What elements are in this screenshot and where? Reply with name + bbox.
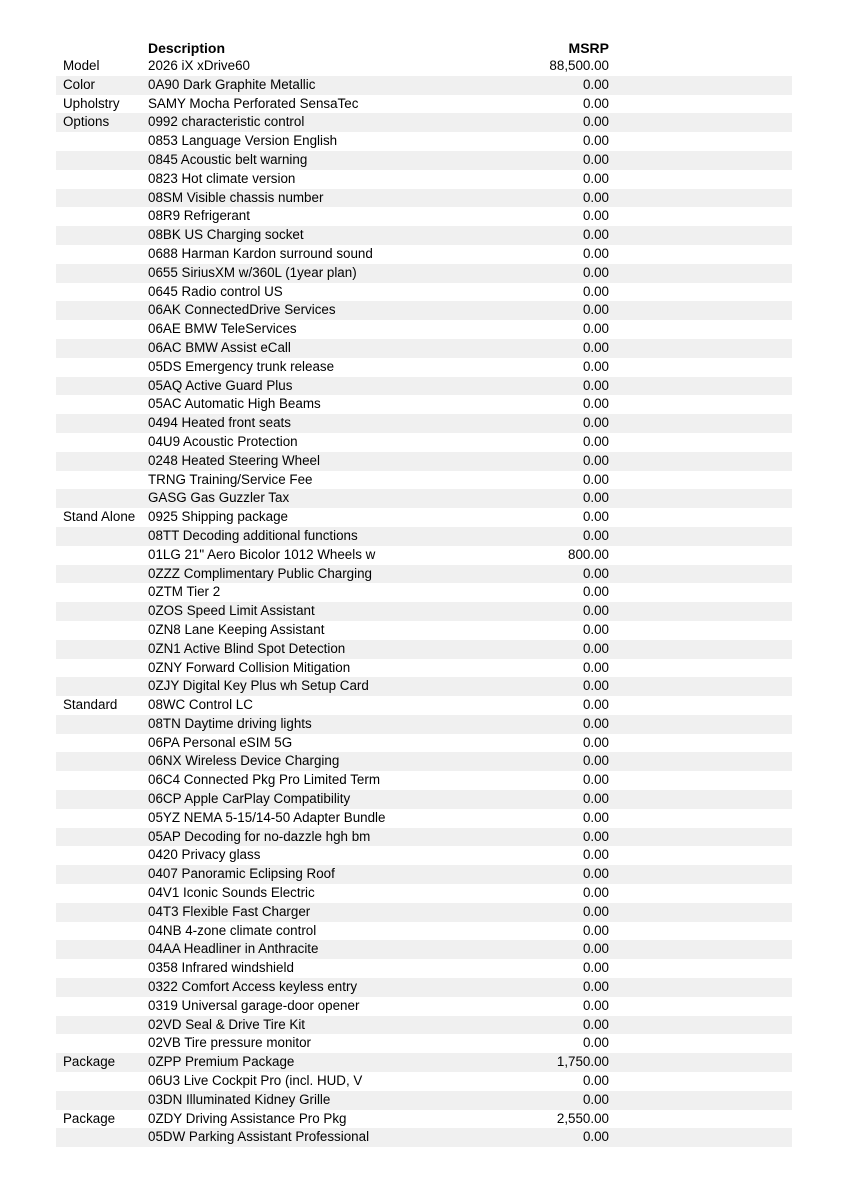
category-cell: Stand Alone <box>63 509 136 525</box>
description-cell: 04AA Headliner in Anthracite <box>148 941 319 957</box>
msrp-cell: 0.00 <box>582 114 609 130</box>
msrp-cell: 0.00 <box>582 396 609 412</box>
msrp-header: MSRP <box>568 40 609 56</box>
msrp-cell: 0.00 <box>582 321 609 337</box>
table-row <box>56 452 792 471</box>
msrp-cell: 0.00 <box>582 358 609 374</box>
description-cell: 02VD Seal & Drive Tire Kit <box>148 1016 306 1032</box>
description-cell: 0322 Comfort Access keyless entry <box>148 979 358 995</box>
description-cell: 05AC Automatic High Beams <box>148 396 321 412</box>
msrp-cell: 0.00 <box>582 697 609 713</box>
description-cell: 08SM Visible chassis number <box>148 189 324 205</box>
msrp-cell: 0.00 <box>582 734 609 750</box>
description-cell: 06CP Apple CarPlay Compatibility <box>148 791 351 807</box>
msrp-cell: 0.00 <box>582 941 609 957</box>
description-cell: 0845 Acoustic belt warning <box>148 151 308 167</box>
description-cell: 0ZNY Forward Collision Mitigation <box>148 659 351 675</box>
table-row <box>56 997 792 1016</box>
msrp-cell: 0.00 <box>582 903 609 919</box>
table-row <box>56 846 792 865</box>
table-row <box>56 471 792 490</box>
description-cell: 05AQ Active Guard Plus <box>148 377 293 393</box>
msrp-cell: 0.00 <box>582 866 609 882</box>
header-row <box>56 38 792 57</box>
description-cell: 05DS Emergency trunk release <box>148 358 335 374</box>
msrp-cell: 0.00 <box>582 527 609 543</box>
category-cell: Package <box>63 1110 116 1126</box>
description-cell: 06PA Personal eSIM 5G <box>148 734 293 750</box>
category-cell: Model <box>63 58 100 73</box>
msrp-cell: 0.00 <box>582 227 609 243</box>
msrp-cell: 0.00 <box>582 1129 609 1145</box>
table-row <box>56 752 792 771</box>
category-cell: Upholstry <box>63 95 120 111</box>
description-cell: 06NX Wireless Device Charging <box>148 753 340 769</box>
description-cell: 06C4 Connected Pkg Pro Limited Term <box>148 772 380 788</box>
table-row <box>56 95 792 114</box>
description-cell: 0925 Shipping package <box>148 509 288 525</box>
msrp-cell: 0.00 <box>582 603 609 619</box>
msrp-cell: 0.00 <box>582 302 609 318</box>
description-cell: 0688 Harman Kardon surround sound <box>148 245 373 261</box>
msrp-cell: 88,500.00 <box>549 58 609 73</box>
table-row <box>56 113 792 132</box>
msrp-cell: 0.00 <box>582 791 609 807</box>
description-cell: 0ZN1 Active Blind Spot Detection <box>148 640 346 656</box>
msrp-cell: 0.00 <box>582 640 609 656</box>
msrp-cell: 0.00 <box>582 847 609 863</box>
msrp-cell: 0.00 <box>582 659 609 675</box>
msrp-cell: 0.00 <box>582 753 609 769</box>
table-row <box>56 790 792 809</box>
table-row <box>56 527 792 546</box>
table-row <box>56 151 792 170</box>
description-cell: 0319 Universal garage-door opener <box>148 997 360 1013</box>
table-row <box>56 865 792 884</box>
msrp-cell: 0.00 <box>582 809 609 825</box>
msrp-cell: 0.00 <box>582 76 609 92</box>
category-cell: Package <box>63 1054 116 1070</box>
msrp-cell: 0.00 <box>582 264 609 280</box>
table-row <box>56 339 792 358</box>
msrp-cell: 0.00 <box>582 490 609 506</box>
msrp-cell: 1,750.00 <box>556 1054 609 1070</box>
description-header: Description <box>148 40 226 56</box>
table-row <box>56 959 792 978</box>
table-row <box>56 621 792 640</box>
description-cell: 0ZOS Speed Limit Assistant <box>148 603 315 619</box>
description-cell: 0ZN8 Lane Keeping Assistant <box>148 621 325 637</box>
description-cell: 08BK US Charging socket <box>148 227 304 243</box>
description-cell: 06AC BMW Assist eCall <box>148 339 291 355</box>
table-row <box>56 734 792 753</box>
description-cell: 04NB 4-zone climate control <box>148 922 317 938</box>
description-cell: 2026 iX xDrive60 <box>148 58 250 73</box>
msrp-cell: 0.00 <box>582 170 609 186</box>
msrp-cell: 2,550.00 <box>556 1110 609 1126</box>
msrp-cell: 0.00 <box>582 452 609 468</box>
description-cell: 05YZ NEMA 5-15/14-50 Adapter Bundle <box>148 809 386 825</box>
table-row <box>56 884 792 903</box>
msrp-cell: 0.00 <box>582 922 609 938</box>
table-row <box>56 565 792 584</box>
table-row <box>56 828 792 847</box>
category-cell: Color <box>63 76 95 92</box>
msrp-cell: 0.00 <box>582 979 609 995</box>
msrp-cell: 0.00 <box>582 133 609 149</box>
description-cell: 01LG 21" Aero Bicolor 1012 Wheels w <box>148 546 376 562</box>
msrp-cell: 0.00 <box>582 245 609 261</box>
table-row <box>56 659 792 678</box>
description-cell: TRNG Training/Service Fee <box>148 471 313 487</box>
msrp-cell: 0.00 <box>582 621 609 637</box>
description-cell: 0ZTM Tier 2 <box>148 584 221 600</box>
msrp-cell: 0.00 <box>582 772 609 788</box>
table-row <box>56 395 792 414</box>
description-cell: 04T3 Flexible Fast Charger <box>148 903 311 919</box>
msrp-cell: 0.00 <box>582 208 609 224</box>
description-cell: 04V1 Iconic Sounds Electric <box>148 885 315 901</box>
description-cell: 08TN Daytime driving lights <box>148 715 312 731</box>
table-row <box>56 301 792 320</box>
description-cell: 05DW Parking Assistant Professional <box>148 1129 370 1145</box>
description-cell: 06AK ConnectedDrive Services <box>148 302 336 318</box>
table-row <box>56 226 792 245</box>
table-row <box>56 377 792 396</box>
description-cell: 03DN Illuminated Kidney Grille <box>148 1091 331 1107</box>
msrp-cell: 0.00 <box>582 1091 609 1107</box>
description-cell: 0ZDY Driving Assistance Pro Pkg <box>148 1110 347 1126</box>
table-row <box>56 264 792 283</box>
description-cell: 0407 Panoramic Eclipsing Roof <box>148 866 335 882</box>
description-cell: 0ZZZ Complimentary Public Charging <box>148 565 372 581</box>
table-row <box>56 1072 792 1091</box>
description-cell: 05AP Decoding for no-dazzle hgh bm <box>148 828 371 844</box>
table-row <box>56 283 792 302</box>
description-cell: 0358 Infrared windshield <box>148 960 294 976</box>
description-cell: 0494 Heated front seats <box>148 415 291 431</box>
table-row <box>56 414 792 433</box>
msrp-cell: 0.00 <box>582 565 609 581</box>
msrp-cell: 0.00 <box>582 415 609 431</box>
table-row <box>56 978 792 997</box>
msrp-cell: 0.00 <box>582 377 609 393</box>
table-row <box>56 1034 792 1053</box>
table-row <box>56 583 792 602</box>
description-cell: 0823 Hot climate version <box>148 170 296 186</box>
table-row <box>56 358 792 377</box>
msrp-cell: 0.00 <box>582 1035 609 1051</box>
table-row <box>56 1091 792 1110</box>
category-cell: Standard <box>63 697 118 713</box>
table-row <box>56 57 792 76</box>
msrp-cell: 0.00 <box>582 471 609 487</box>
msrp-cell: 0.00 <box>582 509 609 525</box>
table-row <box>56 677 792 696</box>
msrp-cell: 0.00 <box>582 283 609 299</box>
table-row <box>56 320 792 339</box>
table-row <box>56 771 792 790</box>
table-row <box>56 602 792 621</box>
table-row <box>56 189 792 208</box>
msrp-cell: 0.00 <box>582 960 609 976</box>
table-row <box>56 170 792 189</box>
description-cell: 0992 characteristic control <box>148 114 305 130</box>
description-cell: 0420 Privacy glass <box>148 847 261 863</box>
msrp-cell: 0.00 <box>582 828 609 844</box>
line-items <box>56 57 792 1147</box>
table-row <box>56 922 792 941</box>
table-row <box>56 433 792 452</box>
description-cell: 0655 SiriusXM w/360L (1year plan) <box>148 264 357 280</box>
description-cell: 0248 Heated Steering Wheel <box>148 452 320 468</box>
description-cell: GASG Gas Guzzler Tax <box>148 490 290 506</box>
msrp-cell: 0.00 <box>582 715 609 731</box>
table-row <box>56 809 792 828</box>
msrp-cell: 800.00 <box>568 546 609 562</box>
msrp-cell: 0.00 <box>582 151 609 167</box>
table-row <box>56 76 792 95</box>
description-cell: SAMY Mocha Perforated SensaTec <box>148 95 359 111</box>
table-row <box>56 207 792 226</box>
description-cell: 08TT Decoding additional functions <box>148 527 358 543</box>
description-cell: 08WC Control LC <box>148 697 253 713</box>
msrp-cell: 0.00 <box>582 678 609 694</box>
msrp-cell: 0.00 <box>582 339 609 355</box>
table-row <box>56 489 792 508</box>
table-row <box>56 245 792 264</box>
table-row <box>56 1110 792 1129</box>
table-row <box>56 940 792 959</box>
msrp-cell: 0.00 <box>582 997 609 1013</box>
msrp-cell: 0.00 <box>582 1016 609 1032</box>
table-row <box>56 1128 792 1147</box>
category-cell: Options <box>63 114 110 130</box>
msrp-cell: 0.00 <box>582 584 609 600</box>
table-row <box>56 508 792 527</box>
description-cell: 0ZJY Digital Key Plus wh Setup Card <box>148 678 369 694</box>
description-cell: 04U9 Acoustic Protection <box>148 433 298 449</box>
table-row <box>56 1016 792 1035</box>
price-sheet <box>56 38 792 1147</box>
description-cell: 02VB Tire pressure monitor <box>148 1035 311 1051</box>
table-row <box>56 132 792 151</box>
description-cell: 0853 Language Version English <box>148 133 338 149</box>
table-row <box>56 640 792 659</box>
msrp-cell: 0.00 <box>582 189 609 205</box>
description-cell: 06AE BMW TeleServices <box>148 321 297 337</box>
description-cell: 06U3 Live Cockpit Pro (incl. HUD, V <box>148 1073 363 1089</box>
table-row <box>56 1053 792 1072</box>
msrp-cell: 0.00 <box>582 433 609 449</box>
description-cell: 08R9 Refrigerant <box>148 208 250 224</box>
table-row <box>56 903 792 922</box>
msrp-cell: 0.00 <box>582 95 609 111</box>
msrp-cell: 0.00 <box>582 1073 609 1089</box>
description-cell: 0A90 Dark Graphite Metallic <box>148 76 316 92</box>
table-row <box>56 715 792 734</box>
description-cell: 0645 Radio control US <box>148 283 283 299</box>
table-row <box>56 546 792 565</box>
description-cell: 0ZPP Premium Package <box>148 1054 295 1070</box>
msrp-cell: 0.00 <box>582 885 609 901</box>
table-row <box>56 696 792 715</box>
